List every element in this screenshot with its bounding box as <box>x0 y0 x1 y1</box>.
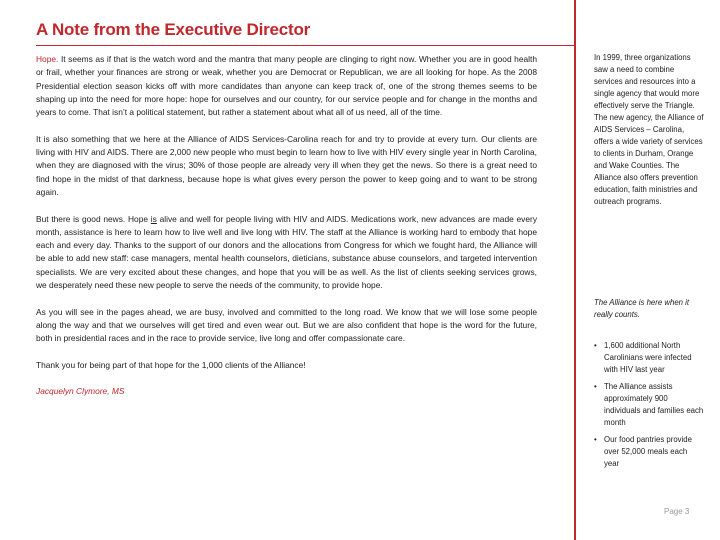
letter-paragraph-5: Thank you for being part of that hope for the 1,000 clients of the Alliance! <box>36 359 306 370</box>
sidebar-history: In 1999, three organizations saw a need to combine services and resources into a single agency that would more effectively serve the Triangle. The new agency, the Alliance of AIDS Services – Carolina, offers a wide variety of services to clients in Durham, Orange and Wake Counties. The Alliance also offers prevention education, faith ministries and outreach programs. <box>594 53 704 206</box>
underlined-is: is <box>150 213 157 224</box>
sidebar <box>594 52 704 208</box>
paragraph-3-rest: alive and well for people living with HIV and AIDS. Medications work, new advances are made every month, assistance is here to learn how to live well and live long with HIV. The staff at the Alliance is working hard to embody that hope each and every day. Thanks to the support of our donors and the allocations from Congress for which we fought hard, the Alliance will be able to add new staff: case managers, mental health counselors, dieticians, substance abuse counselors, and targeted intervention specialists. We are very excited about these changes, and hope that you will be as well. As the list of clients seeking services grows, we desperately need these new people to serve the needs of the community, to provide hope. <box>36 213 538 291</box>
hope-lead-word: Hope. <box>36 54 59 64</box>
letter-paragraph-1 <box>36 53 537 119</box>
letter-paragraph-3 <box>36 213 537 293</box>
paragraph-3-start: But there is good news. Hope <box>36 213 151 224</box>
fact-item: • Our food pantries provide over 52,000 meals each year <box>594 434 704 470</box>
paragraph-1-text: It seems as if that is the watch word and the mantra that many people are clinging to right now. Whether you are in good health or frail, whether your finances are strong or weak, whether you are Democrat or Republican, we are all looking for hope. As the 2008 Presidential election season kicks off with more candidates than anyone can keep track of, one of the strong themes seems to be shaping up into the need for more hope: hope for ourselves and our country, for our service people and for change in the months and years to come. That isn’t a political statement, but rather a statement about what all of us need, all of the time. <box>36 54 537 118</box>
letter-paragraph-2: It is also something that we here at the Alliance of AIDS Services-Carolina reach for and try to provide at every turn. Our clients are living with HIV and AIDS. There are 2,000 new people who must begin to learn how to live with HIV every single year in North Carolina, when they are diagnosed with the virus; 30% of those people are already very ill when they get the news. So there is a great need to find hope in the midst of that darkness, because hope is what gives every person the power to keep going and to want to be strong again. <box>36 133 537 197</box>
title-underline <box>36 45 574 46</box>
letter-body <box>36 53 537 412</box>
sidebar-facts-list <box>594 340 704 475</box>
signature: Jacquelyn Clymore, MS <box>36 386 125 397</box>
page-title: A Note from the Executive Director <box>36 20 311 39</box>
fact-item: • 1,600 additional North Carolinians were infected with HIV last year <box>594 340 704 376</box>
sidebar-tagline: The Alliance is here when it really counts. <box>594 298 690 319</box>
page-number: Page 3 <box>664 507 690 516</box>
sidebar-divider <box>574 0 576 540</box>
fact-item: • The Alliance assists approximately 900 individuals and families each month <box>594 381 704 429</box>
letter-paragraph-4: As you will see in the pages ahead, we are busy, involved and committed to the long road. We know that we will lose some people along the way and that we ourselves will get tired and even wear out. But we are also confident that hope is the word for the future, both in presidential races and in the race to provide service, live long and offer compassionate care. <box>36 306 537 344</box>
